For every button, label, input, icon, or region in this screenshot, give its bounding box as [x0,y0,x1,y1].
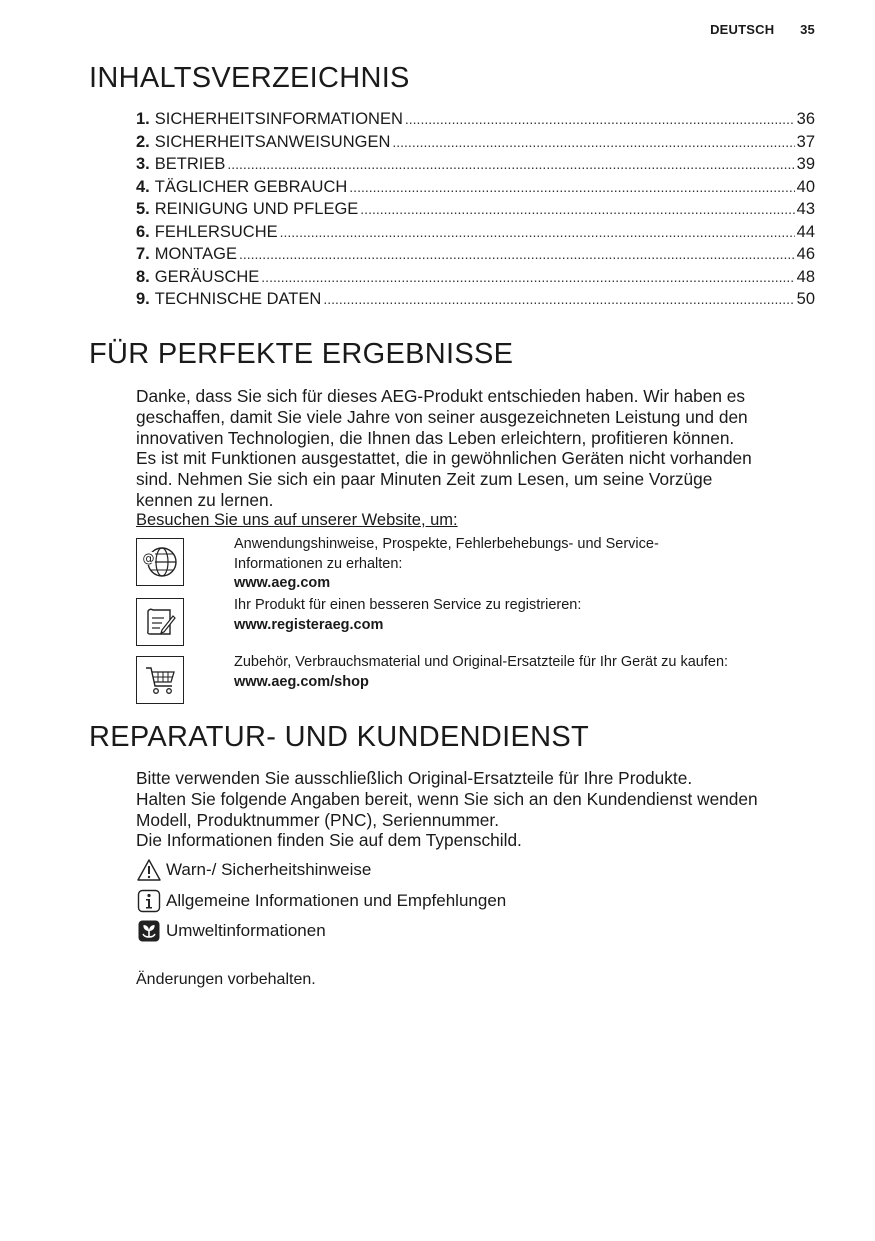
toc-entry-label: TECHNISCHE DATEN [154,290,322,308]
toc-entry-number: 6. [136,222,150,241]
paragraph-line: geschaffen, damit Sie viele Jahre von seiner ausgezeichneten Leistung und den [136,406,748,427]
toc-leader-dots [261,268,794,287]
symbol-label: Warn-/ Sicherheitshinweise [166,860,372,879]
shop-info-text [234,653,728,692]
toc-entry-page: 44 [796,222,815,241]
web-info-text [234,535,659,594]
toc-entry-label: SICHERHEITSINFORMATIONEN [154,110,403,128]
toc-title: INHALTSVERZEICHNIS [89,62,410,94]
toc-entry-label: TÄGLICHER GEBRAUCH [154,177,348,196]
toc-entry-label: SICHERHEITSANWEISUNGEN [154,132,391,151]
toc-entry-label: BETRIEB [154,155,226,173]
aeg-website-link[interactable]: www.aeg.com [234,575,331,591]
toc-entry[interactable] [136,110,815,133]
warning-triangle-icon [136,858,162,882]
service-paragraph [136,768,826,851]
web-info-line: Informationen zu erhalten: [234,555,403,572]
shop-info-line: Zubehör, Verbrauchsmaterial und Original-Ersatzteile für Ihr Gerät zu kaufen: [234,654,729,670]
toc-leader-dots [392,133,794,152]
service-section-title: REPARATUR- UND KUNDENDIENST [89,721,590,753]
toc-leader-dots [360,200,794,219]
toc-entry-page: 43 [796,200,815,218]
register-info-text [234,596,581,635]
language-label: DEUTSCH [710,22,775,37]
register-info-line: Ihr Produkt für einen besseren Service zu registrieren: [234,597,582,613]
symbol-legend-warning [136,858,371,882]
toc-entry-label: MONTAGE [154,245,237,263]
paragraph-line: sind. Nehmen Sie sich ein paar Minuten Zeit zum Lesen, um seine Vorzüge [136,469,713,490]
toc-entry-page: 37 [796,132,815,151]
shop-website-link[interactable]: www.aeg.com/shop [234,673,369,690]
info-icon [136,889,162,913]
toc-leader-dots [227,155,794,174]
toc-entry-number: 9. [136,290,150,308]
toc-entry-label: GERÄUSCHE [154,267,260,286]
toc-leader-dots [239,245,795,264]
paragraph-line: Halten Sie folgende Angaben bereit, wenn Sie sich an den Kundendienst wenden [136,788,758,809]
registration-form-icon [136,598,184,646]
paragraph-line: Die Informationen finden Sie auf dem Typenschild. [136,830,522,851]
paragraph-line: Modell, Produktnummer (PNC), Seriennummer. [136,809,500,830]
table-of-contents [136,110,815,313]
toc-entry-label: FEHLERSUCHE [154,222,278,241]
environment-icon [136,919,162,943]
symbol-legend-info [136,889,506,913]
results-intro-paragraph [136,386,816,511]
toc-entry-label: REINIGUNG UND PFLEGE [154,200,359,218]
toc-entry-number: 2. [136,132,150,151]
toc-entry-number: 5. [136,200,150,218]
toc-entry[interactable] [136,223,815,246]
paragraph-line: kennen zu lernen. [136,489,274,510]
toc-leader-dots [405,110,795,129]
toc-entry-number: 3. [136,155,150,173]
shopping-cart-icon [136,656,184,704]
changes-reserved-note: Änderungen vorbehalten. [136,971,316,988]
toc-entry[interactable] [136,268,815,291]
page-header [710,22,815,37]
toc-entry[interactable] [136,290,815,313]
web-info-line: Anwendungshinweise, Prospekte, Fehlerbehebungs- und Service- [234,536,659,552]
svg-text:@: @ [142,551,155,566]
toc-leader-dots [323,290,794,309]
symbol-label: Umweltinformationen [166,921,326,940]
paragraph-line: Bitte verwenden Sie ausschließlich Original-Ersatzteile für Ihre Produkte. [136,768,693,788]
register-website-link[interactable]: www.registeraeg.com [234,616,384,633]
toc-entry[interactable] [136,178,815,201]
toc-entry[interactable] [136,200,815,223]
toc-entry-page: 50 [796,290,815,308]
toc-entry-number: 1. [136,110,150,128]
toc-entry-page: 39 [796,155,815,173]
toc-entry[interactable] [136,133,815,156]
toc-entry-page: 48 [796,267,815,286]
toc-entry[interactable] [136,245,815,268]
paragraph-line: Es ist mit Funktionen ausgestattet, die in gewöhnlichen Geräten nicht vorhanden [136,448,752,469]
toc-leader-dots [349,178,794,197]
symbol-label: Allgemeine Informationen und Empfehlungen [166,891,507,910]
toc-entry-page: 46 [796,245,815,263]
toc-entry-number: 7. [136,245,150,263]
toc-leader-dots [280,223,795,242]
globe-at-icon [136,538,184,586]
toc-entry-number: 4. [136,177,150,196]
toc-entry-number: 8. [136,267,150,286]
paragraph-line: Danke, dass Sie sich für dieses AEG-Produkt entschieden haben. Wir haben es [136,386,746,406]
paragraph-line: innovativen Technologien, die Ihnen das Leben erleichtern, profitieren können. [136,427,735,448]
visit-website-heading: Besuchen Sie uns auf unserer Website, um: [136,511,458,529]
symbol-legend-environment [136,919,326,943]
toc-entry-page: 36 [796,110,815,128]
toc-entry-page: 40 [796,177,815,196]
results-section-title: FÜR PERFEKTE ERGEBNISSE [89,338,514,370]
page-number: 35 [800,22,815,37]
toc-entry[interactable] [136,155,815,178]
